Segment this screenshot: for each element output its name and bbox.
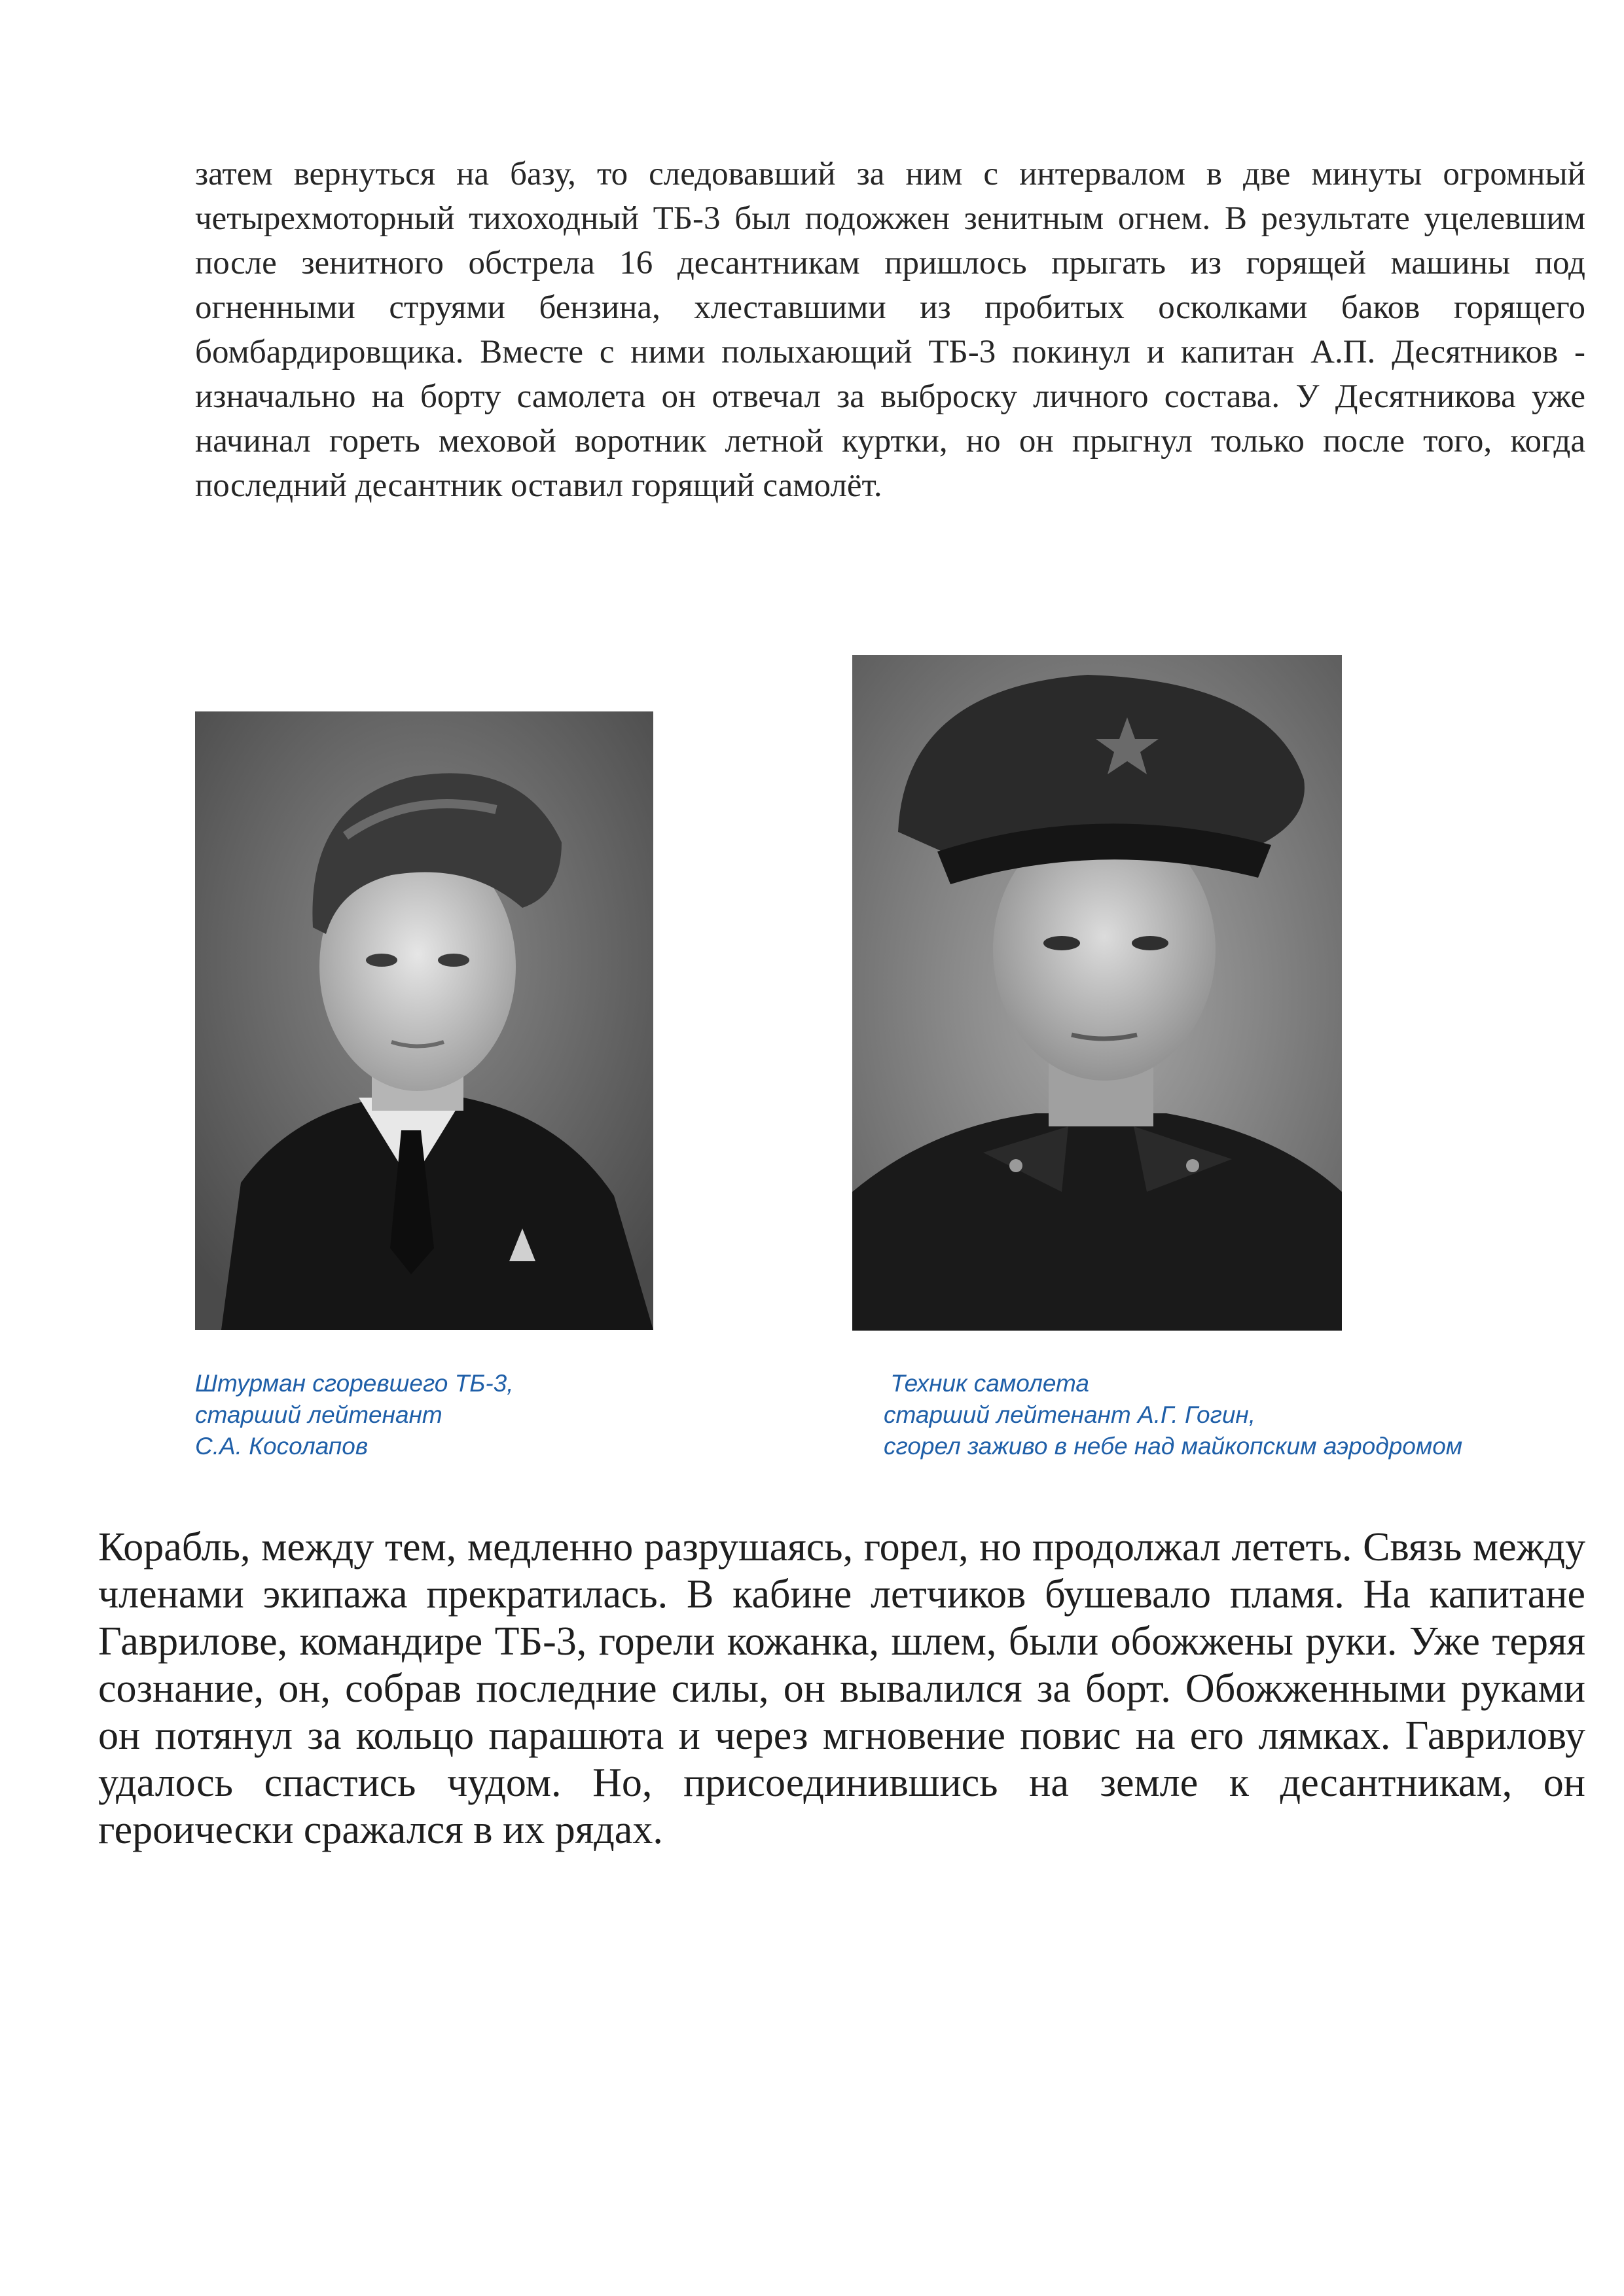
bottom-paragraph-text: Корабль, между тем, медленно разрушаясь, горел, но продолжал лететь. Связь между членами экипажа прекратилась. В кабине летчиков бушевало пламя. На капитане Гаврилове, командире ТБ-3, горели кожанка, шлем, были обожжены руки. Уже теряя сознание, он, собрав последние силы, он вывалился за борт. Обожженными руками он потянул за кольцо парашюта и через мгновение повис на его лямках. Гаврилову удалось спастись чудом. Но, присоединившись на земле к десантникам, он героически сражался в их рядах. [98,1525,1585,1852]
caption-left-line-1: Штурман сгоревшего ТБ-3, [195,1370,514,1397]
photo-technician-gogin [852,655,1342,1331]
top-paragraph [195,152,1585,508]
caption-right-line-3: сгорел заживо в небе над майкопским аэродромом [884,1433,1463,1460]
portrait-left-image [195,711,653,1330]
caption-left [195,1368,514,1462]
caption-left-line-2: старший лейтенант [195,1401,442,1428]
caption-right [884,1368,1462,1462]
bottom-paragraph [98,1524,1585,1854]
top-paragraph-text: затем вернуться на базу, то следовавший за ним с интервалом в две минуты огромный четырехмоторный тихоходный ТБ-3 был подожжен зенитным огнем. В результате уцелевшим после зенитного обстрела 16 десантникам пришлось прыгать из горящей машины под огненными струями бензина, хлеставшими из пробитых осколками баков горящего бомбардировщика. Вместе с ними полыхающий ТБ-3 покинул и капитан А.П. Десятников - изначально на борту самолета он отвечал за выброску личного состава. У Десятникова уже начинал гореть меховой воротник летной куртки, но он прыгнул только после того, когда последний десантник оставил горящий самолёт. [195,156,1585,504]
portrait-right-image [852,655,1342,1331]
caption-right-line-1: Техник самолета [884,1370,1090,1397]
photo-navigator-kosolapov [195,711,653,1330]
caption-left-line-3: С.А. Косолапов [195,1433,369,1460]
caption-right-line-2: старший лейтенант А.Г. Гогин, [884,1401,1256,1428]
